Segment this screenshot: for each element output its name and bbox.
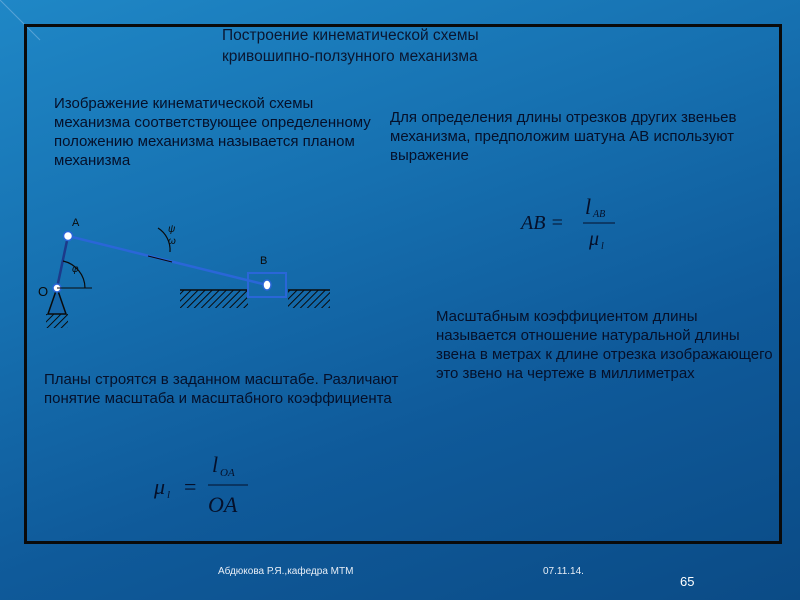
formula-mu-num-sub: OA — [220, 467, 235, 479]
formula-ab-num: l — [585, 194, 592, 219]
formula-ab-den-sub: l — [601, 241, 604, 252]
formula-ab-den: μ — [589, 228, 600, 250]
formula-mu-lhs: μ — [154, 474, 166, 499]
footer-author: Абдюкова Р.Я.,кафедра МТМ — [218, 566, 354, 577]
formula-ab-num-sub: AB — [593, 209, 606, 220]
joint-b — [263, 280, 271, 290]
page-number: 65 — [680, 574, 695, 589]
ground-hatch-right — [288, 290, 330, 308]
formula-mu — [150, 452, 260, 522]
plan-definition-text: Изображение кинематической схемы механизма соответствующее определенному положению механизма называется планом механизма — [54, 95, 371, 169]
formula-mu-num: l — [212, 452, 219, 477]
label-omega: ω — [168, 236, 176, 247]
slide-title-line1: Построение кинематической схемы — [222, 27, 479, 44]
label-b: B — [260, 255, 268, 267]
formula-ab — [515, 192, 625, 256]
mechanism-diagram — [30, 210, 350, 335]
ground-hatch-left — [180, 290, 248, 308]
label-phi: φ — [72, 264, 79, 275]
label-psi: ψ — [168, 224, 176, 235]
formula-mu-den: OA — [208, 492, 238, 517]
label-a: A — [72, 217, 80, 229]
scale-intro-text: Планы строятся в заданном масштабе. Различают понятие масштаба и масштабного коэффициента — [44, 371, 399, 407]
joint-a — [64, 232, 73, 241]
slide-title-line2: кривошипно-ползунного механизма — [222, 48, 478, 65]
link-length-text: Для определения длины отрезков других звеньев механизма, предположим шатуна АВ используют выражение — [390, 109, 737, 164]
formula-ab-lhs: AB = — [521, 212, 564, 234]
rod-reference-line — [148, 256, 172, 262]
formula-mu-lhs-sub: l — [167, 489, 171, 501]
label-o: O — [38, 284, 49, 299]
slide-title — [222, 25, 582, 67]
pivot-ground-hatch — [46, 314, 68, 328]
formula-mu-equals: = — [184, 474, 197, 499]
footer-date: 07.11.14. — [543, 566, 584, 577]
scale-coefficient-text: Масштабным коэффициентом длины называется отношение натуральной длины звена в метрах к длине отрезка изображающего это звено на чертеже в миллиметрах — [436, 308, 773, 382]
